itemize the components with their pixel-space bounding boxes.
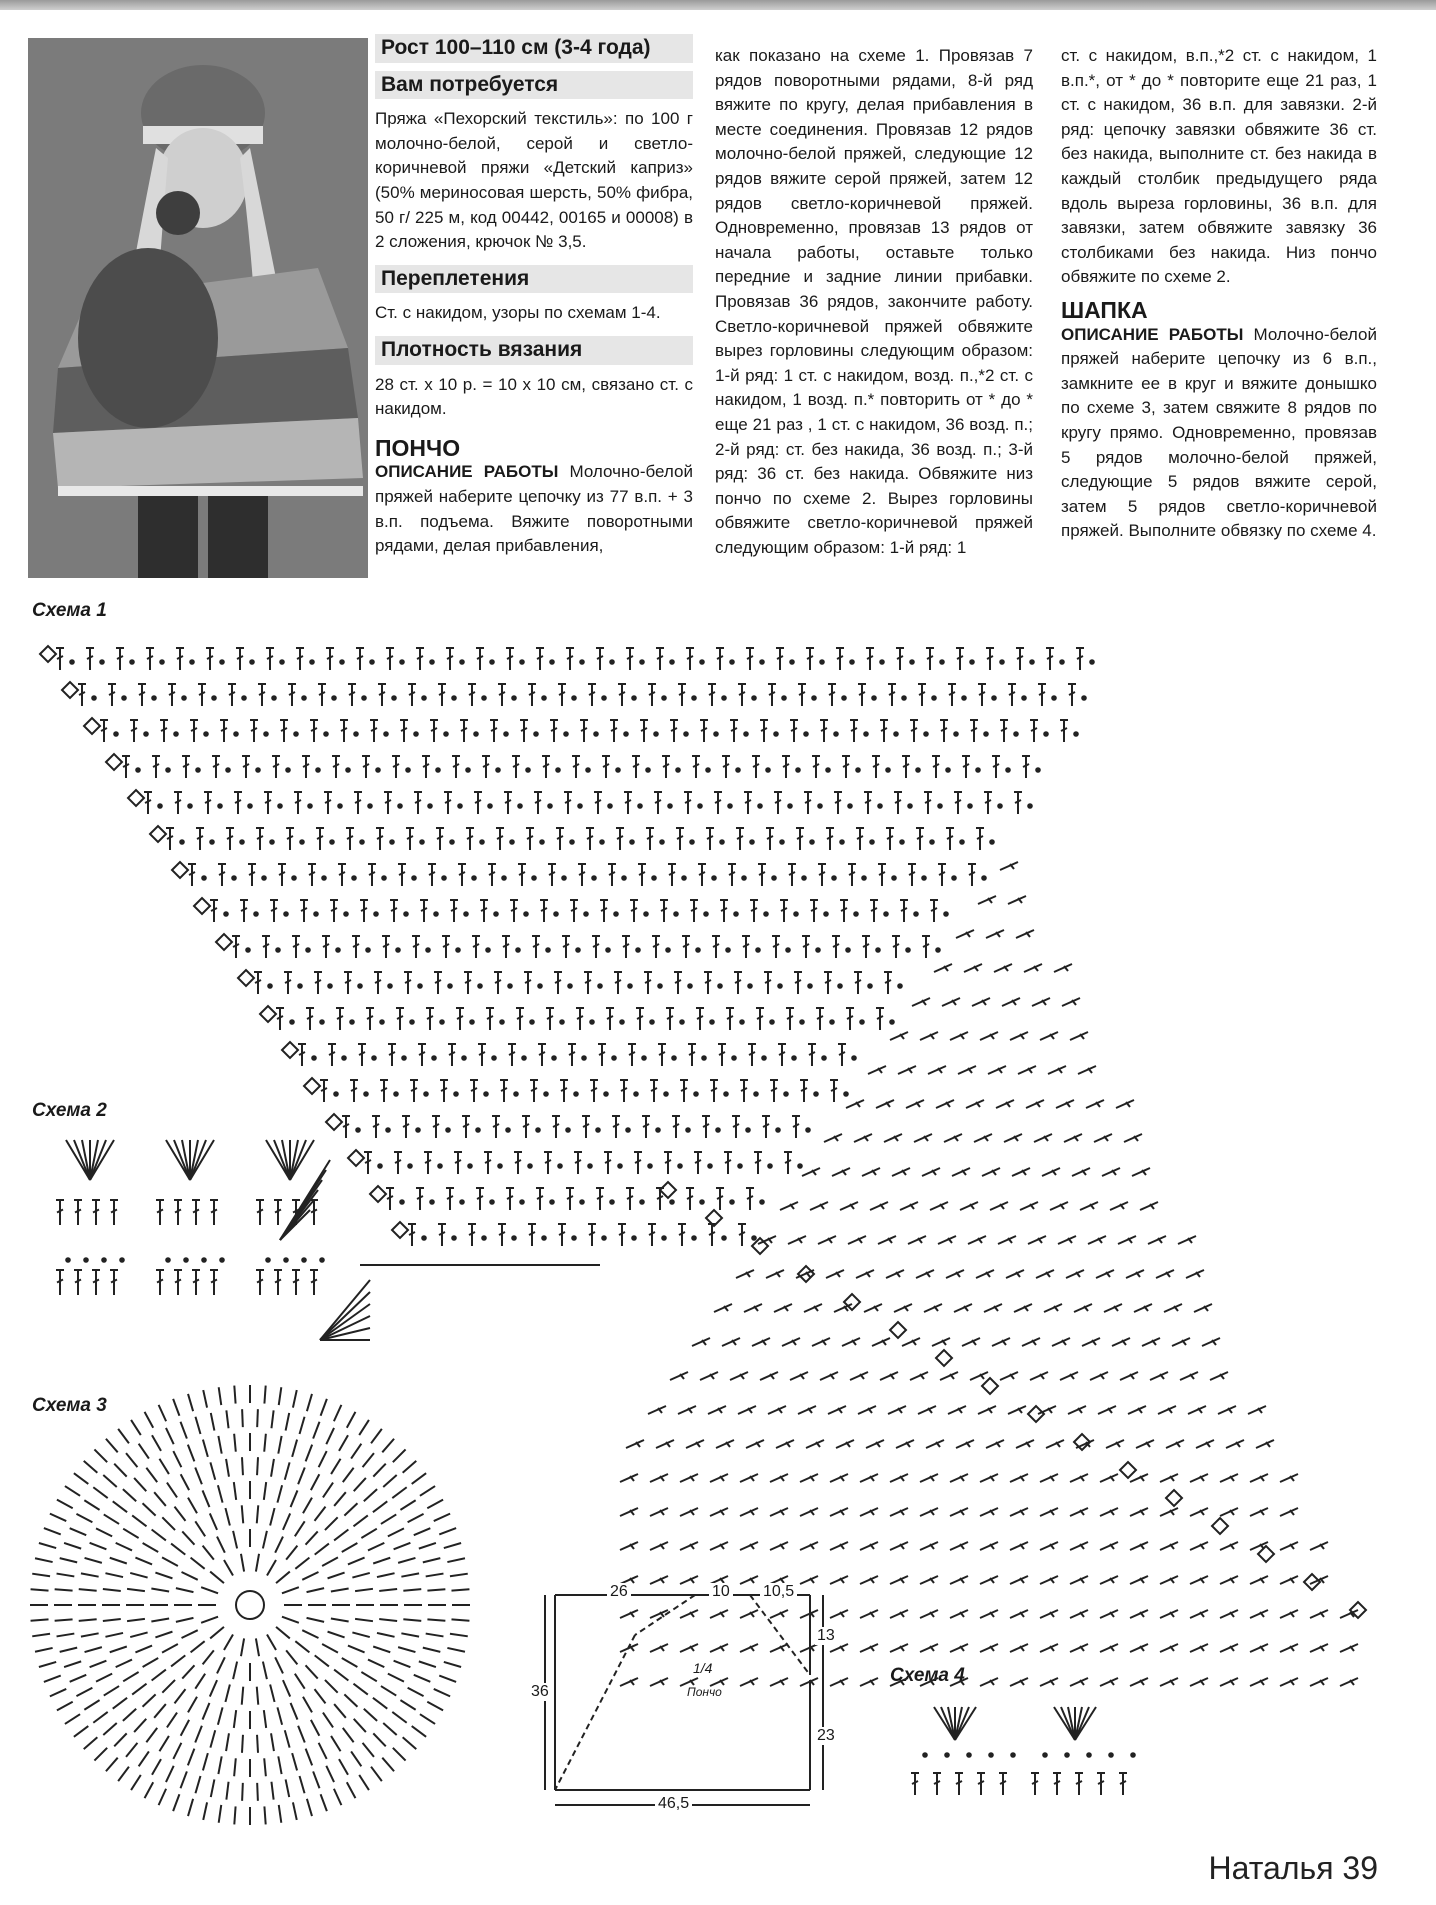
scheme-4-diagram bbox=[895, 1695, 1185, 1805]
poncho-lead: ОПИСАНИЕ РАБОТЫ bbox=[375, 462, 559, 482]
scheme-2-diagram bbox=[30, 1130, 430, 1370]
dim-mid: 10 bbox=[709, 1583, 733, 1601]
column3-text: ст. с накидом, в.п.,*2 ст. с накидом, 1 в.п.*, от * до * повторите еще 21 раз, 1 ст. с накидом, 36 в.п. для завязки. 2-й ряд: цепочку завязки обвяжите 36 ст. без накида, выполните ст. без накида в каждый столбик предыдущего ряда вдоль выреза горловины, 36 в.п. для завязки, затем обвяжите завязку 36 столбиками без накида. Низ пончо обвяжите по схеме 2. bbox=[1061, 46, 1377, 287]
text-column-2 bbox=[715, 44, 1033, 560]
pattern-label-fraction: 1/4 bbox=[693, 1660, 713, 1676]
hat-text: Молочно-белой пряжей наберите цепочку из 6 в.п., замкните ее в круг и вяжите донышко по схеме 3, затем свяжите 8 рядов по кругу прямо. Одновременно, провязав 5 рядов молочно-белой пряжей, следующие 5 рядов вяжите серой, затем 5 рядов светло-коричневой пряжей. Выполните обвязку по схеме 4. bbox=[1061, 324, 1377, 541]
text-column-3 bbox=[1061, 44, 1377, 544]
hat-paragraph bbox=[1061, 323, 1377, 544]
dim-left: 36 bbox=[531, 1683, 549, 1700]
scheme-4-label: Схема 4 bbox=[890, 1665, 965, 1686]
density-text: 28 ст. х 10 р. = 10 х 10 см, связано ст. с накидом. bbox=[375, 374, 693, 419]
poncho-text: Молочно-белой пряжей наберите цепочку из 77 в.п. + 3 в.п. подъема. Вяжите поворотными рядами, делая прибавления, bbox=[375, 462, 693, 556]
dim-top: 26 bbox=[607, 1583, 631, 1601]
page-number: 39 bbox=[1342, 1850, 1378, 1886]
density-heading: Плотность вязания bbox=[375, 336, 693, 365]
poncho-paragraph bbox=[375, 460, 693, 558]
needs-heading: Вам потребуется bbox=[375, 71, 693, 100]
scheme-3-diagram bbox=[30, 1385, 470, 1825]
dim-right-top: 10,5 bbox=[760, 1583, 797, 1601]
magazine-name: Наталья bbox=[1208, 1850, 1334, 1886]
hat-lead: ОПИСАНИЕ РАБОТЫ bbox=[1061, 324, 1244, 344]
dim-right-upper: 13 bbox=[817, 1627, 835, 1644]
size-title: Рост 100–110 см (3-4 года) bbox=[375, 34, 693, 63]
dim-right-lower: 23 bbox=[817, 1727, 835, 1744]
model-photo bbox=[28, 38, 368, 578]
scheme-2-label: Схема 2 bbox=[32, 1100, 107, 1121]
pattern-label-name: Пончо bbox=[687, 1685, 722, 1699]
hat-heading: ШАПКА bbox=[1061, 296, 1148, 323]
top-rule bbox=[0, 0, 1436, 10]
scheme-3-label: Схема 3 bbox=[32, 1395, 107, 1416]
intro-column bbox=[375, 34, 693, 559]
scheme-1-label: Схема 1 bbox=[32, 600, 107, 621]
needs-text: Пряжа «Пехорский текстиль»: по 100 г молочно-белой, серой и светло-коричневой пряжи «Детский каприз» (50% мериносовая шерсть, 50% фибра, 50 г/ 225 м, код 00442, 00165 и 00008) в 2 сложения, крючок № 3,5. bbox=[375, 109, 693, 252]
pattern-schematic bbox=[525, 1575, 845, 1825]
page-footer bbox=[1209, 1850, 1378, 1887]
column2-text: как показано на схеме 1. Провязав 7 рядов поворотными рядами, 8-й ряд вяжите по кругу, делая прибавления в месте соединения. Провязав 12 рядов молочно-белой пряжей, следующие 12 рядов вяжите серой пряжей, затем 12 рядов светло-коричневой пряжей. Одновременно, провязав 13 рядов от начала работы, оставьте только передние и задние линии прибавки. Провязав 36 рядов, закончите работу. Светло-коричневой пряжей обвяжите вырез горловины следующим образом: 1-й ряд: 1 ст. с накидом, возд. п.,*2 ст. с накидом, 1 возд. п.* повторить от * до * еще 21 раз , 1 ст. с накидом, 36 возд. п.; 2-й ряд: ст. без накида, 36 возд. п.; 3-й ряд: 36 ст. без накида. Обвяжите низ пончо по схеме 2. Вырез горловины обвяжите светло-коричневой пряжей следующим образом: 1-й ряд: 1 bbox=[715, 46, 1033, 557]
poncho-heading: ПОНЧО bbox=[375, 434, 461, 461]
weaves-text: Ст. с накидом, узоры по схемам 1-4. bbox=[375, 303, 661, 323]
dim-bottom: 46,5 bbox=[655, 1795, 692, 1813]
weaves-heading: Переплетения bbox=[375, 265, 693, 294]
